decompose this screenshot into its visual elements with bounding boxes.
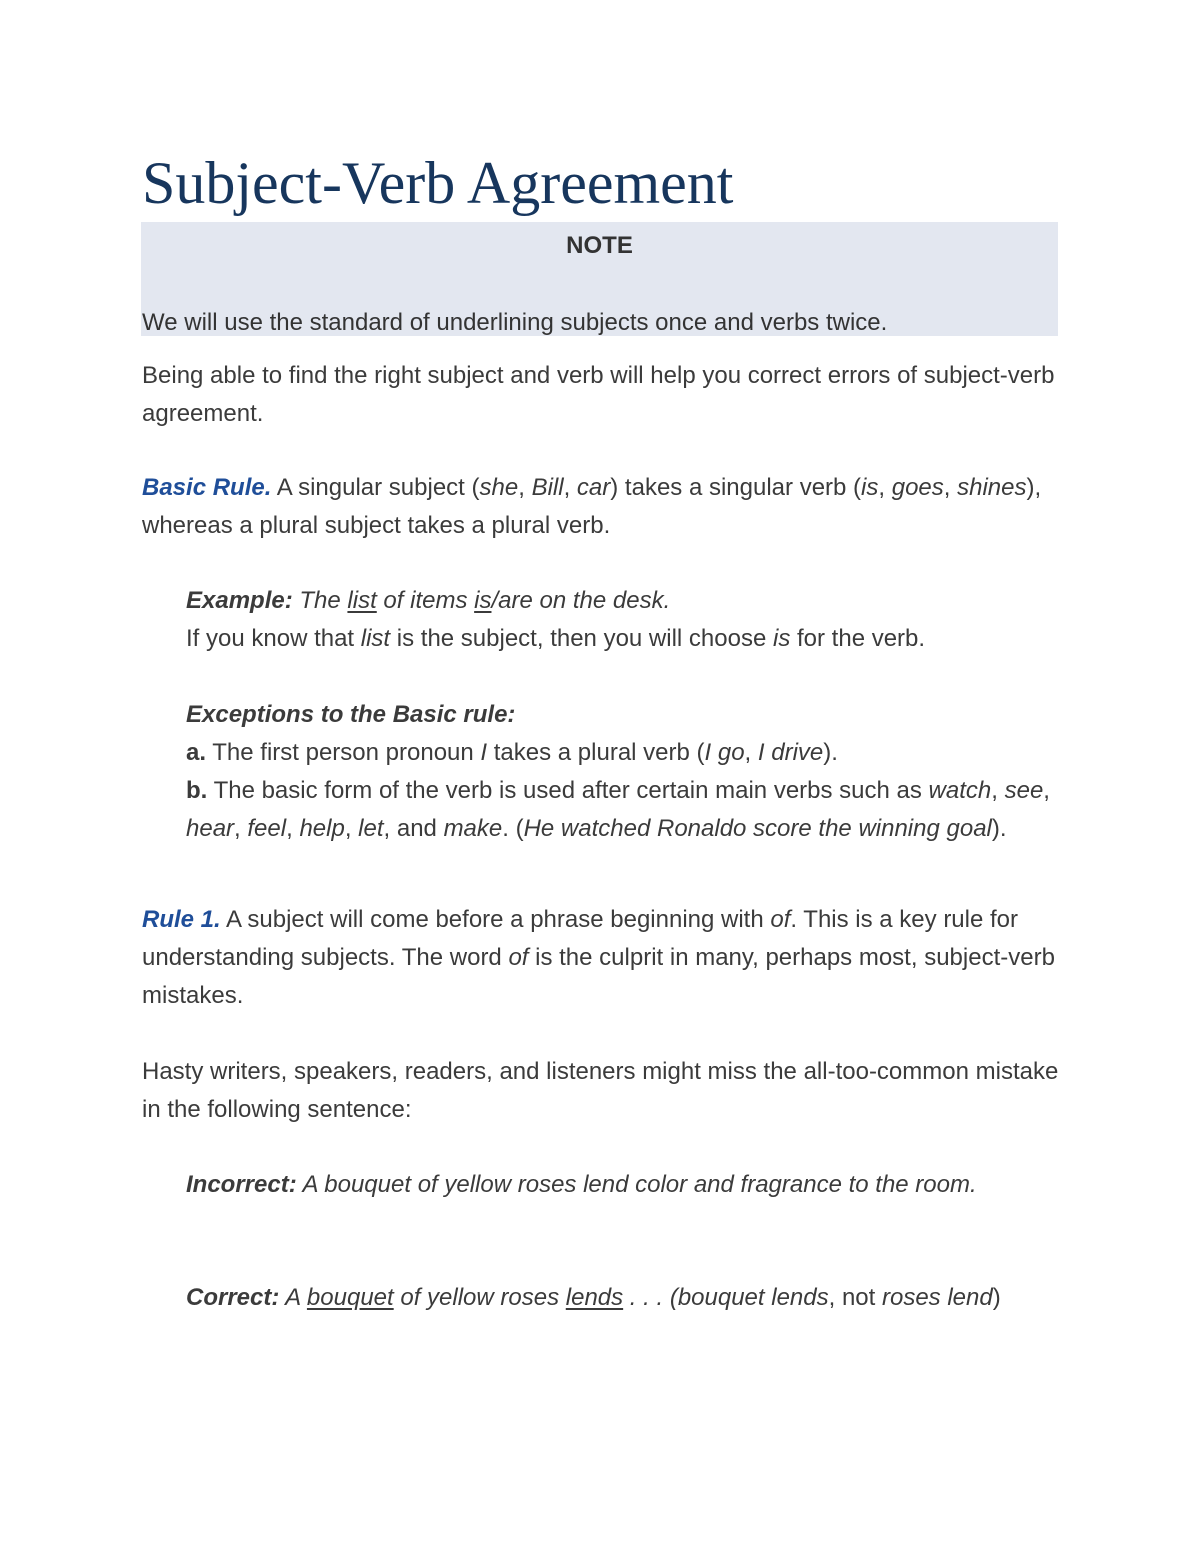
note-box [141,222,1058,336]
example-word: she [479,474,519,501]
example-word: make [443,815,503,842]
example-word: I [480,739,488,766]
text-run: ) [992,1284,1001,1311]
example-sentence: The [292,587,348,614]
example-word: Bill [531,474,564,501]
text-run: , [563,474,577,501]
intro-paragraph: Being able to find the right subject and verb will help you correct errors of subject-verb agreement. [142,362,1055,427]
exceptions-heading: Exceptions to the Basic rule: [186,701,516,728]
text-run: , and [383,815,444,842]
text-run: , [344,815,359,842]
text-run: ). [991,815,1007,842]
exception-a-label: a. [186,739,207,766]
page-title: Subject-Verb Agreement [142,150,734,216]
example-word: feel [247,815,287,842]
text-run: , [878,474,892,501]
example-word: list [360,625,391,652]
example-word: shines [957,474,1027,501]
text-run: A subject will come before a phrase beginning with [220,906,771,933]
incorrect-label: Incorrect: [186,1171,297,1198]
note-text: We will use the standard of underlining subjects once and verbs twice. [142,309,888,336]
text-run: ). [823,739,838,766]
underlined-verb: lends [565,1284,624,1311]
incorrect-example [186,1166,1066,1204]
example-word: of [508,944,529,971]
example-label: Example: [186,587,293,614]
example-word: car [576,474,611,501]
example-sentence: of items [376,587,475,614]
text-run: , [744,739,758,766]
text-run: . This is a key rule for understanding subjects. The word [142,906,1019,971]
example-block [186,582,1066,658]
basic-rule-label: Basic Rule. [142,474,272,501]
text-run: ), whereas a plural subject takes a plural verb. [142,474,1042,539]
text-run: . ( [502,815,524,842]
text-run: , [943,474,958,501]
text-run: The first person pronoun [206,739,481,766]
text-run: , not [828,1284,882,1311]
example-word: watch [928,777,992,804]
text-run: If you know that [186,625,361,652]
text-run: takes a plural verb ( [487,739,705,766]
rule1-paragraph [142,901,1062,1015]
example-sentence: He watched Ronaldo score the winning goal [523,815,992,842]
example-word: help [299,815,345,842]
text-run: A singular subject ( [271,474,480,501]
basic-rule-paragraph [142,469,1062,545]
text-run: , [991,777,1005,804]
example-word: hear [186,815,235,842]
example-word: see [1004,777,1044,804]
example-sentence: . . . ( [623,1284,678,1311]
example-word: is [861,474,879,501]
text-run: The basic form of the verb is used after certain main verbs such as [207,777,929,804]
text-run: , [1043,777,1050,804]
correct-example [186,1279,1066,1317]
example-word: let [358,815,384,842]
example-word: of [770,906,791,933]
example-sentence: /are on the desk. [491,587,671,614]
hasty-paragraph: Hasty writers, speakers, readers, and listeners might miss the all-too-common mistake in the following sentence: [142,1058,1059,1123]
rule1-label: Rule 1. [142,906,221,933]
text-run: , [286,815,300,842]
underlined-verb: is [474,587,492,614]
example-word: I go [704,739,745,766]
correct-label: Correct: [186,1284,280,1311]
text-run: for the verb. [790,625,926,652]
example-word: bouquet lends [677,1284,829,1311]
example-word: is [772,625,791,652]
example-sentence: A bouquet of yellow roses lend color and fragrance to the room. [296,1171,977,1198]
text-run: , [234,815,248,842]
exceptions-block [186,696,1066,848]
underlined-subject: list [347,587,377,614]
exception-b-label: b. [186,777,208,804]
example-word: goes [891,474,944,501]
example-word: roses lend [881,1284,993,1311]
example-word: I drive [757,739,824,766]
text-run: is the subject, then you will choose [390,625,773,652]
text-run: ) takes a singular verb ( [610,474,862,501]
note-label: NOTE [566,232,633,259]
example-sentence: A [279,1284,307,1311]
text-run: , [518,474,532,501]
text-run: is the culprit in many, perhaps most, subject-verb mistakes. [142,944,1055,1009]
example-sentence: of yellow roses [393,1284,566,1311]
underlined-subject: bouquet [306,1284,394,1311]
